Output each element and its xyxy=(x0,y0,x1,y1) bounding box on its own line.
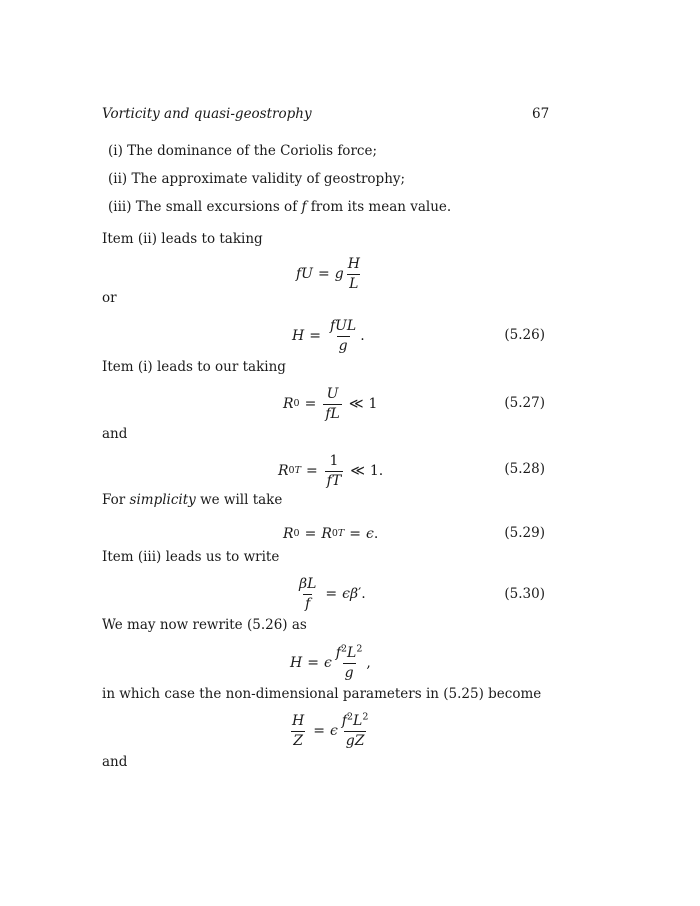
list-item-3-var: f xyxy=(301,199,307,215)
equation-number-5-27: (5.27) xyxy=(504,395,545,411)
equation-number-5-30: (5.30) xyxy=(504,586,545,602)
paragraph-item-ii: Item (ii) leads to taking xyxy=(102,231,263,247)
equation-number-5-28: (5.28) xyxy=(504,461,545,477)
paragraph-simplicity-pre: For xyxy=(102,492,130,508)
equation-5-29: R 0 = R 0T = ϵ . xyxy=(283,526,379,542)
equation-5-30: $\frac{\beta L}{f}$ = ϵβ ′. xyxy=(299,575,366,612)
paragraph-simplicity xyxy=(102,494,282,508)
equation-number-5-26: (5.26) xyxy=(504,327,545,343)
paragraph-item-iii: Item (iii) leads us to write xyxy=(102,549,280,565)
equation-fu-gh-l: fU = g $\frac{H}{L}$ xyxy=(296,255,360,292)
list-item-1: (i) The dominance of the Coriolis force; xyxy=(108,143,377,159)
list-item-3-post: from its mean value. xyxy=(306,199,452,215)
paragraph-rewrite: We may now rewrite (5.26) as xyxy=(102,617,307,633)
paragraph-item-i: Item (i) leads to our taking xyxy=(102,359,286,375)
paragraph-simplicity-em: simplicity xyxy=(129,492,196,508)
paragraph-and-1: and xyxy=(102,426,128,442)
paragraph-and-2: and xyxy=(102,754,128,770)
equation-number-5-29: (5.29) xyxy=(504,525,545,541)
list-item-3-pre: (iii) The small excursions of xyxy=(108,199,302,215)
equation-5-28: R 0T = $\frac{1}{fT}$ ≪ 1. xyxy=(278,452,384,489)
paragraph-simplicity-post: we will take xyxy=(195,492,283,508)
list-item-2: (ii) The approximate validity of geostrophy; xyxy=(108,171,406,187)
equation-5-26: H = $\frac{\text{fUL}}{g}$ . xyxy=(292,317,365,354)
equation-5-27: R 0 = $\frac{U}{fL}$ ≪ 1 xyxy=(283,385,378,422)
running-title: Vorticity and quasi-geostrophy xyxy=(102,106,312,122)
list-item-3 xyxy=(108,201,451,215)
paragraph-non-dimensional: in which case the non-dimensional parameters in (5.25) become xyxy=(102,686,542,702)
page-number: 67 xyxy=(532,106,550,122)
equation-h-rewritten: H = ϵ $\frac{f^2L^2}{g}$ , xyxy=(290,643,371,681)
equation-h-over-z: $\frac{H}{Z}$ = ϵ $\frac{f^2L^2}{gZ}$ xyxy=(292,711,369,749)
paragraph-or: or xyxy=(102,290,117,306)
